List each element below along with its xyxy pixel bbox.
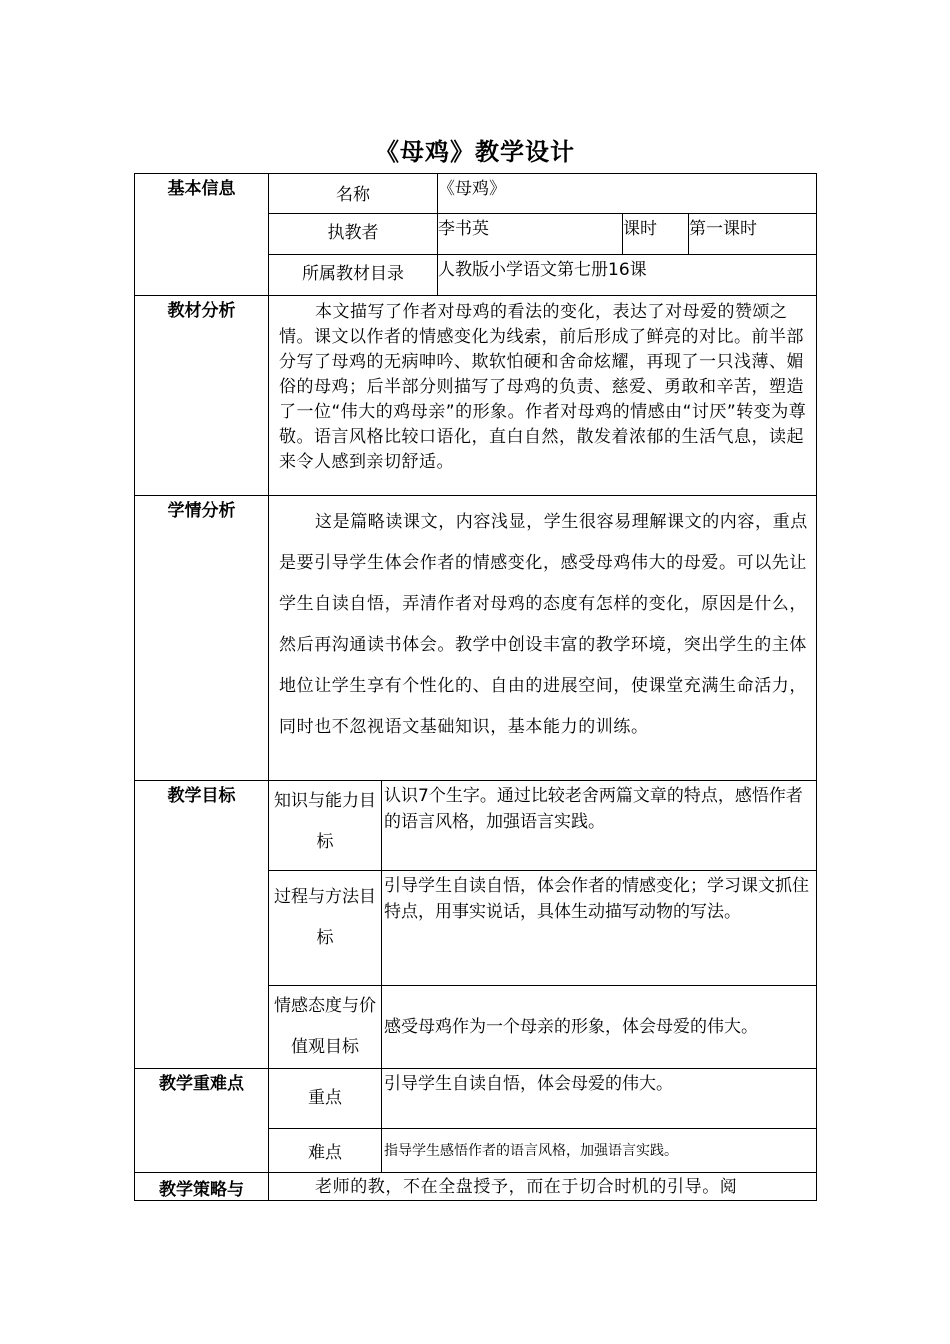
catalog-label: 所属教材目录 bbox=[269, 255, 438, 296]
period-label: 课时 bbox=[623, 214, 689, 255]
catalog-value: 人教版小学语文第七册16课 bbox=[438, 255, 817, 296]
goal-text-knowledge: 认识7个生字。通过比较老舍两篇文章的特点，感悟作者的语言风格，加强语言实践。 bbox=[384, 786, 803, 832]
name-value: 《母鸡》 bbox=[438, 174, 817, 214]
lesson-plan-table bbox=[134, 173, 817, 1201]
goal-label-process: 过程与方法目标 bbox=[269, 871, 382, 986]
section-header-key-difficult: 教学重难点 bbox=[135, 1069, 269, 1173]
goal-label-knowledge: 知识与能力目标 bbox=[269, 781, 382, 871]
section-header-teaching-goals: 教学目标 bbox=[135, 781, 269, 1069]
key-point-text: 引导学生自读自悟，体会母爱的伟大。 bbox=[384, 1074, 673, 1094]
section-header-material-analysis: 教材分析 bbox=[135, 296, 269, 496]
section-header-strategy: 教学策略与 bbox=[135, 1173, 269, 1201]
difficult-point-text: 指导学生感悟作者的语言风格，加强语言实践。 bbox=[384, 1142, 678, 1159]
row-goal-knowledge bbox=[135, 781, 817, 871]
key-point-label: 重点 bbox=[269, 1069, 382, 1129]
row-material-analysis bbox=[135, 296, 817, 496]
row-student-analysis bbox=[135, 496, 817, 781]
strategy-text: 老师的教，不在全盘授予，而在于切合时机的引导。阅 bbox=[315, 1177, 738, 1197]
material-analysis-text: 本文描写了作者对母鸡的看法的变化，表达了对母爱的赞颂之情。课文以作者的情感变化为线索，前后形成了鲜亮的对比。前半部分写了母鸡的无病呻吟、欺软怕硬和舍命炫耀，再现了一只浅薄、媚俗的母鸡；后半部分则描写了母鸡的负责、慈爱、勇敢和辛苦，塑造了一位“伟大的鸡母亲”的形象。作者对母鸡的情感由“讨厌”转变为尊敬。语言风格比较口语化，直白自然，散发着浓郁的生活气息，读起来令人感到亲切舒适。 bbox=[279, 302, 807, 472]
row-name bbox=[135, 174, 817, 214]
difficult-point-label: 难点 bbox=[269, 1129, 382, 1173]
section-header-student-analysis: 学情分析 bbox=[135, 496, 269, 781]
row-strategy bbox=[135, 1173, 817, 1201]
row-key-point bbox=[135, 1069, 817, 1129]
section-header-basic-info: 基本信息 bbox=[135, 174, 269, 296]
document-title: 《母鸡》教学设计 bbox=[375, 138, 575, 166]
name-label: 名称 bbox=[269, 174, 438, 214]
goal-text-process: 引导学生自读自悟，体会作者的情感变化；学习课文抓住特点，用事实说话，具体生动描写动物的写法。 bbox=[384, 876, 809, 922]
goal-label-emotion: 情感态度与价值观目标 bbox=[269, 986, 382, 1069]
student-analysis-text: 这是篇略读课文，内容浅显，学生很容易理解课文的内容，重点是要引导学生体会作者的情感变化，感受母鸡伟大的母爱。可以先让学生自读自悟，弄清作者对母鸡的态度有怎样的变化，原因是什么，然后再沟通读书体会。教学中创设丰富的教学环境，突出学生的主体地位让学生享有个性化的、自由的进展空间，使课堂充满生命活力，同时也不忽视语文基础知识，基本能力的训练。 bbox=[279, 512, 808, 737]
teacher-value: 李书英 bbox=[438, 214, 623, 255]
period-value: 第一课时 bbox=[689, 214, 817, 255]
goal-text-emotion: 感受母鸡作为一个母亲的形象，体会母爱的伟大。 bbox=[384, 1017, 758, 1037]
teacher-label: 执教者 bbox=[269, 214, 438, 255]
